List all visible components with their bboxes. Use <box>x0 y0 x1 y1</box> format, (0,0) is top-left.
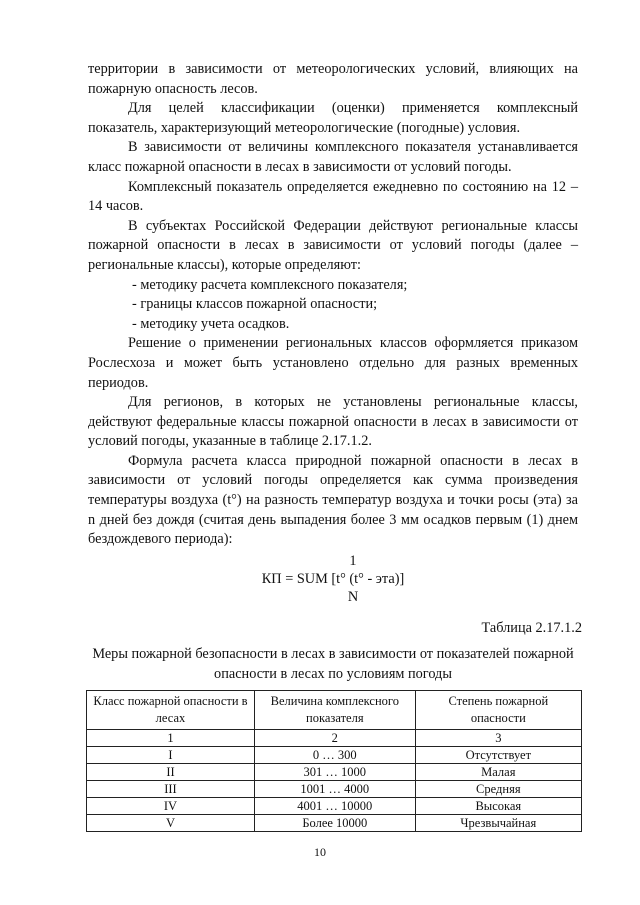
formula-bottom: N <box>347 588 359 605</box>
column-number: 1 <box>87 730 255 747</box>
table-cell: Более 10000 <box>254 815 415 832</box>
paragraph: Формула расчета класса природной пожарной опасности в лесах в зависимости от условий погоды определяется как сумма произведения температуры воздуха (t°) на разность температур воздуха и точки росы (эта) за n дней без дождя (считая день выпадения более 3 мм осадков первым (1) днем бездождевого периода): <box>88 452 578 548</box>
body-text <box>88 60 578 612</box>
fire-danger-table <box>86 690 582 832</box>
paragraph: Для целей классификации (оценки) применяется комплексный показатель, характеризующий метеорологические (погодные) условия. <box>88 100 578 136</box>
paragraph: Решение о применении региональных классов оформляется приказом Рослесхоза и может быть установлено отдельно для разных временных периодов. <box>88 335 578 391</box>
paragraph: В зависимости от величины комплексного показателя устанавливается класс пожарной опасности в лесах в зависимости от условий погоды. <box>88 139 578 175</box>
table-cell: Малая <box>415 764 581 781</box>
table-cell: 1001 … 4000 <box>254 781 415 798</box>
formula-top: 1 <box>349 552 357 569</box>
list-item: - границы классов пожарной опасности; <box>132 296 378 313</box>
formula <box>88 552 578 612</box>
table-cell: Средняя <box>415 781 581 798</box>
paragraph: территории в зависимости от метеорологических условий, влияющих на пожарную опасность лесов. <box>88 61 578 97</box>
column-header: Класс пожарной опасности в лесах <box>87 691 255 730</box>
table-caption: Таблица 2.17.1.2 <box>481 620 582 636</box>
paragraph: В субъектах Российской Федерации действуют региональные классы пожарной опасности в лесах в зависимости от условий погоды (далее – региональные классы), которые определяют: <box>88 217 578 273</box>
paragraph: Комплексный показатель определяется ежедневно по состоянию на 12 – 14 часов. <box>88 178 578 215</box>
table-cell: V <box>87 815 255 832</box>
table-number-row <box>87 730 582 747</box>
paragraph: Для регионов, в которых не установлены региональные классы, действуют федеральные классы пожарной опасности в лесах в зависимости от условий погоды, указанные в таблице 2.17.1.2. <box>88 394 578 450</box>
table-row <box>87 798 582 815</box>
list-item: - методику расчета комплексного показателя; <box>132 276 408 293</box>
table-cell: Чрезвычайная <box>415 815 581 832</box>
table-cell: Высокая <box>415 798 581 815</box>
table-row <box>87 764 582 781</box>
page-number: 10 <box>314 845 326 859</box>
formula-main: КП = SUM [t° (t° - эта)] <box>261 570 405 587</box>
table-cell: III <box>87 781 255 798</box>
table-cell: II <box>87 764 255 781</box>
table-row <box>87 781 582 798</box>
table-cell: I <box>87 747 255 764</box>
column-header: Степень пожарной опасности <box>415 691 581 730</box>
column-header: Величина комплексного показателя <box>254 691 415 730</box>
column-number: 3 <box>415 730 581 747</box>
column-number: 2 <box>254 730 415 747</box>
table-cell: 0 … 300 <box>254 747 415 764</box>
table-cell: Отсутствует <box>415 747 581 764</box>
table-title: Меры пожарной безопасности в лесах в зависимости от показателей пожарной опасности в лесах по условиям погоды <box>92 646 574 682</box>
table-header-row <box>87 691 582 730</box>
list-item: - методику учета осадков. <box>132 315 290 332</box>
table-row <box>87 815 582 832</box>
table-cell: 301 … 1000 <box>254 764 415 781</box>
table-cell: 4001 … 10000 <box>254 798 415 815</box>
table-cell: IV <box>87 798 255 815</box>
table-row <box>87 747 582 764</box>
